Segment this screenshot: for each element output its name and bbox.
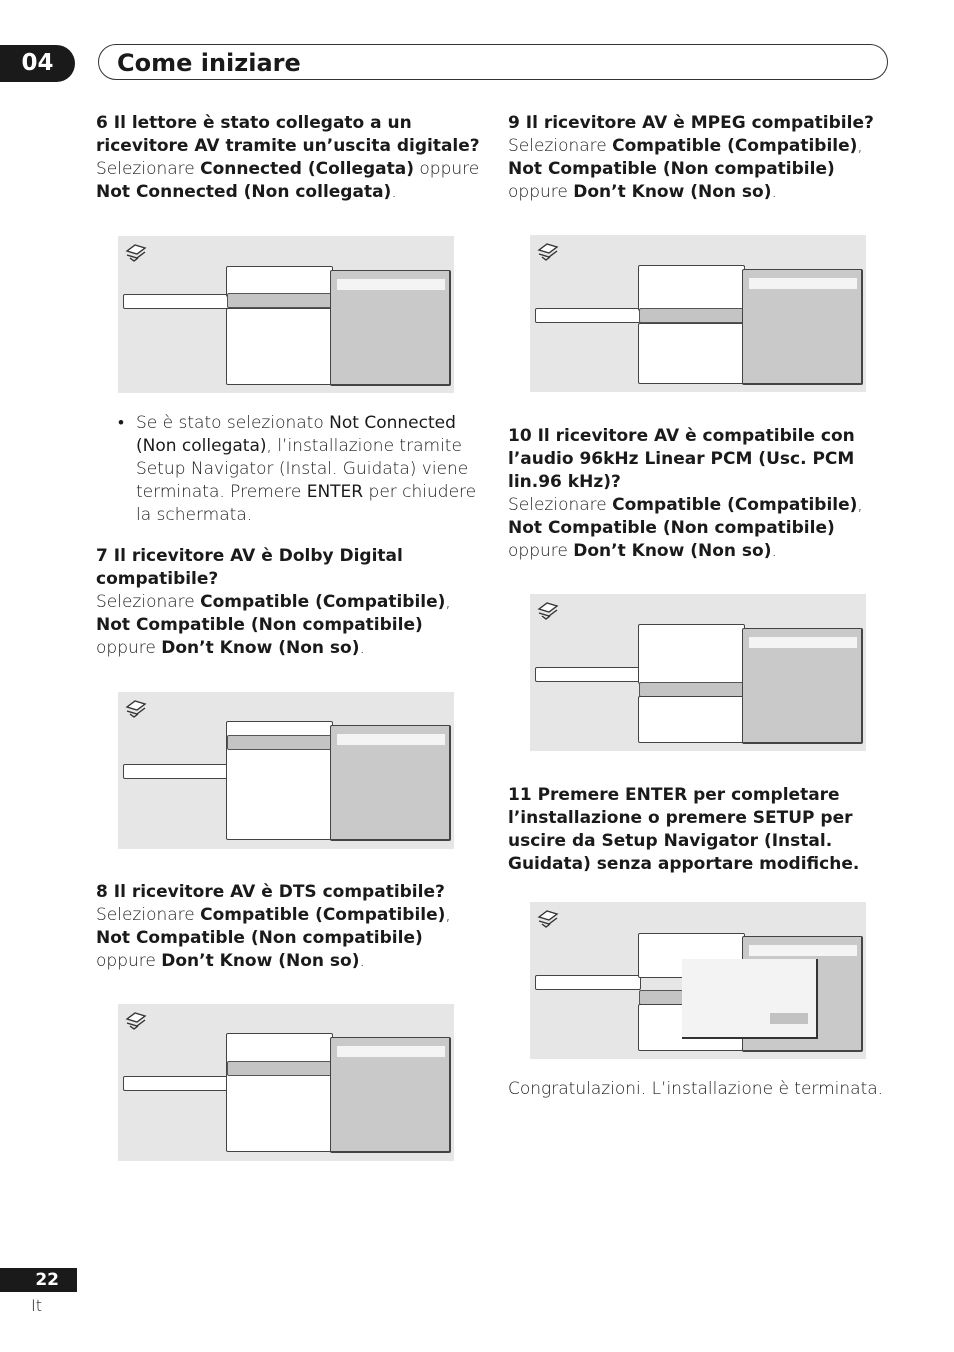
- menu-option-highlight: [337, 1046, 445, 1057]
- step-7-heading: 7 Il ricevitore AV è Dolby Digital compatibile?: [96, 546, 403, 589]
- setup-navigator-icon: [125, 242, 147, 262]
- step-11-result: Congratulazioni. L’installazione è terminata.: [508, 1079, 884, 1099]
- step-8-heading: 8 Il ricevitore AV è DTS compatibile?: [96, 882, 445, 902]
- step-10-text: [508, 425, 893, 563]
- step-7-text: [96, 545, 481, 660]
- menu-mid-box-bottom: [226, 308, 333, 385]
- menu-left-item: [535, 975, 641, 990]
- step-8-instructions: Selezionare Compatible (Compatibile), Not Compatible (Non compatibile) oppure Don’t Know (Non so).: [96, 905, 451, 971]
- step-10-heading: 10 Il ricevitore AV è compatibile con l’audio 96kHz Linear PCM (Usc. PCM lin.96 kHz)?: [508, 426, 855, 492]
- chapter-number: 04: [0, 45, 75, 82]
- menu-option-highlight: [337, 734, 445, 745]
- menu-mid-selected: [227, 293, 333, 308]
- step-9-instructions: Selezionare Compatible (Compatibile), Not Compatible (Non compatibile) oppure Don’t Know (Non so).: [508, 136, 863, 202]
- menu-options-panel: [742, 628, 863, 744]
- dialog-button: [770, 1013, 808, 1024]
- menu-options-panel: [330, 725, 451, 841]
- menu-option-highlight: [749, 945, 857, 956]
- menu-mid-box-bottom: [638, 323, 745, 384]
- step-7-instructions: Selezionare Compatible (Compatibile), Not Compatible (Non compatibile) oppure Don’t Know (Non so).: [96, 592, 451, 658]
- menu-left-item: [535, 308, 641, 323]
- menu-option-highlight: [337, 279, 445, 290]
- step-11-text: [508, 784, 893, 876]
- menu-mid-selected: [639, 682, 745, 697]
- menu-mid-box: [226, 1033, 333, 1152]
- menu-left-item: [535, 667, 641, 682]
- screen-step-7: [118, 692, 454, 849]
- screen-step-9: [530, 235, 866, 392]
- screen-step-11: [530, 902, 866, 1059]
- step-8-text: [96, 881, 481, 973]
- step-6-note: • Se è stato selezionato Not Connected (Non collegata), l’installazione tramite Setup Navigator (Instal. Guidata) viene terminata. Premere ENTER per chiudere la schermata.: [118, 413, 477, 525]
- page-title: Come iniziare: [117, 49, 301, 77]
- step-9-heading: 9 Il ricevitore AV è MPEG compatibile?: [508, 113, 874, 133]
- step-10-instructions: Selezionare Compatible (Compatibile), Not Compatible (Non compatibile) oppure Don’t Know (Non so).: [508, 495, 863, 561]
- setup-navigator-icon: [537, 241, 559, 261]
- screen-step-8: [118, 1004, 454, 1161]
- menu-left-item: [123, 294, 229, 309]
- step-6-text: [96, 112, 481, 204]
- menu-mid-selected: [227, 1061, 333, 1076]
- screen-step-6: [118, 236, 454, 393]
- menu-mid-box-bottom: [638, 696, 745, 743]
- menu-mid-box-top: [638, 265, 745, 311]
- step-6-instructions: Selezionare Connected (Collegata) oppure Not Connected (Non collegata).: [96, 159, 480, 202]
- menu-options-panel: [742, 269, 863, 385]
- setup-navigator-icon: [125, 698, 147, 718]
- menu-options-panel: [330, 270, 451, 386]
- menu-left-item: [123, 764, 229, 779]
- setup-navigator-icon: [125, 1010, 147, 1030]
- menu-option-highlight: [749, 278, 857, 289]
- page-title-bar: [98, 44, 888, 80]
- menu-left-item: [123, 1076, 229, 1091]
- menu-mid-selected: [227, 735, 333, 750]
- setup-navigator-icon: [537, 600, 559, 620]
- step-11-heading: 11 Premere ENTER per completare l’installazione o premere SETUP per uscire da Setup Navigator (Instal. Guidata) senza apportare modifiche.: [508, 785, 860, 874]
- menu-mid-selected: [639, 308, 745, 323]
- menu-mid-box-top: [638, 624, 745, 684]
- screen-step-10: [530, 594, 866, 751]
- confirm-dialog: [682, 959, 818, 1039]
- setup-navigator-icon: [537, 908, 559, 928]
- page-number: 22: [0, 1268, 77, 1292]
- menu-option-highlight: [749, 637, 857, 648]
- menu-options-panel: [330, 1037, 451, 1153]
- step-6-heading: 6 Il lettore è stato collegato a un ricevitore AV tramite un’uscita digitale?: [96, 113, 480, 156]
- language-code: It: [31, 1296, 42, 1315]
- step-9-text: [508, 112, 893, 204]
